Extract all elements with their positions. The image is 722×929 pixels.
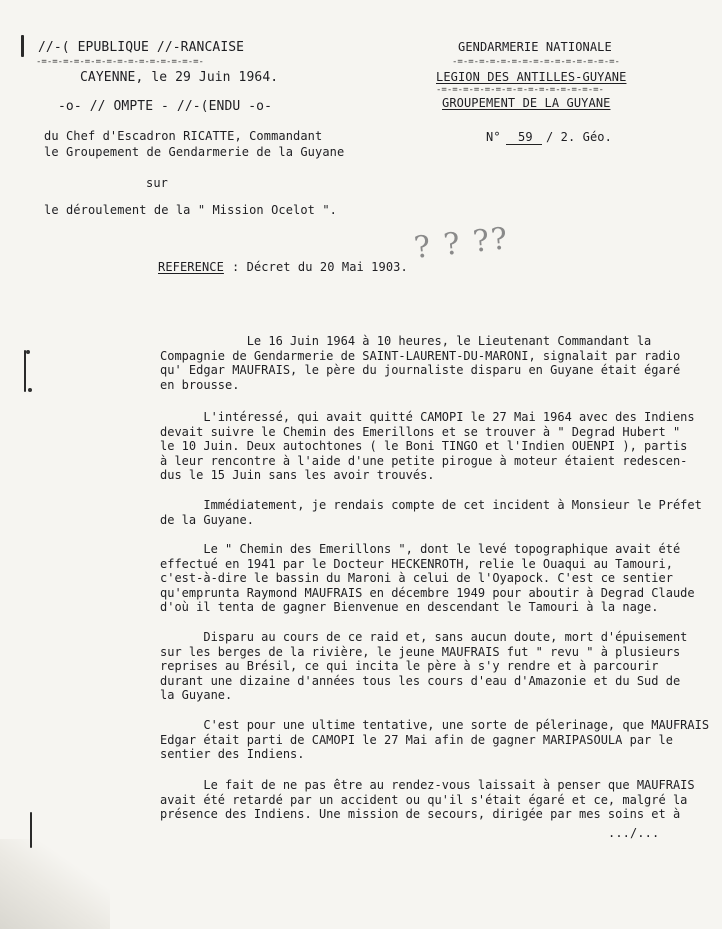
subject-sur: sur	[146, 176, 168, 190]
groupement-heading: GROUPEMENT DE LA GUYANE	[442, 96, 611, 110]
paragraph-5: Disparu au cours de ce raid et, sans aucun doute, mort d'épuisement sur les berges de la rivière, le jeune MAUFRAIS fut " revu " à plusieurs reprises au Brésil, ce qui incita le père à s'y rendre et à parcourir durant une dizaine d'années tous les cours d'eau d'Amazonie et du Sud de la Guyane.	[160, 630, 688, 703]
continuation-mark: .../...	[608, 826, 660, 840]
header-left-dashes: -=-=-=-=-=-=-=-=-=-=-=-=-=-=-=-	[36, 57, 204, 67]
paper-fold-shadow	[0, 839, 110, 929]
reference-label: REFERENCE	[158, 260, 224, 274]
margin-dot	[28, 388, 32, 392]
number-prefix: N°	[486, 130, 501, 144]
gendarmerie-heading: GENDARMERIE NATIONALE	[458, 40, 612, 54]
author-line-1: du Chef d'Escadron RICATTE, Commandant	[44, 129, 323, 143]
number-suffix: / 2. Géo.	[546, 130, 612, 144]
paragraph-1: Le 16 Juin 1964 à 10 heures, le Lieutenant Commandant la Compagnie de Gendarmerie de SAINT-LAURENT-DU-MARONI, signalait par radio qu' Edgar MAUFRAIS, le père du journaliste disparu en Guyane était égaré en brousse.	[160, 334, 681, 392]
republic-heading: //-( EPUBLIQUE //-RANCAISE	[38, 40, 245, 55]
paragraph-7: Le fait de ne pas être au rendez-vous laissait à penser que MAUFRAIS avait été retardé par un accident ou qu'il s'était égaré et ce, malgré la présence des Indiens. Une mission de secours, dirigée par mes soins et à	[160, 778, 695, 822]
subject-line: le déroulement de la " Mission Ocelot ".	[44, 203, 337, 217]
header-right-dashes-2: -=-=-=-=-=-=-=-=-=-=-=-=-=-=-=-	[436, 85, 604, 95]
margin-mark	[21, 35, 24, 57]
reference-text: : Décret du 20 Mai 1903.	[232, 260, 408, 274]
paragraph-4: Le " Chemin des Emerillons ", dont le levé topographique avait été effectué en 1941 par le Docteur HECKENROTH, relie le Ouaqui au Tamouri, c'est-à-dire le bassin du Maroni à celui de l'Oyapock. C'est ce sentier qu'emprunta Raymond MAUFRAIS en décembre 1949 pour aboutir à Degrad Claude d'où il tenta de gagner Bienvenue en descendant le Tamouri à la nage.	[160, 542, 695, 615]
number-underline	[506, 144, 542, 145]
margin-mark	[24, 350, 26, 392]
paragraph-3: Immédiatement, je rendais compte de cet incident à Monsieur le Préfet de la Guyane.	[160, 498, 702, 527]
city-date: CAYENNE, le 29 Juin 1964.	[80, 70, 279, 85]
handwritten-question-marks: ? ? ??	[412, 221, 511, 266]
header-right-dashes: -=-=-=-=-=-=-=-=-=-=-=-=-=-=-=-	[452, 57, 620, 67]
margin-mark	[30, 812, 32, 848]
margin-dot	[26, 350, 30, 354]
legion-heading: LEGION DES ANTILLES-GUYANE	[436, 70, 627, 84]
paragraph-6: C'est pour une ultime tentative, une sorte de pélerinage, que MAUFRAIS Edgar était parti de CAMOPI le 27 Mai afin de gagner MARIPASOULA par le sentier des Indiens.	[160, 718, 710, 762]
paragraph-2: L'intéressé, qui avait quitté CAMOPI le 27 Mai 1964 avec des Indiens devait suivre le Chemin des Emerillons et se trouver à " Degrad Hubert " le 10 Juin. Deux autochtones ( le Boni TINGO et l'Indien OUENPI ), partis à leur rencontre à l'aide d'une petite pirogue à moteur étaient redescen- dus le 15 Juin sans les avoir trouvés.	[160, 410, 695, 483]
report-title: -o- // OMPTE - //-(ENDU -o-	[58, 99, 273, 114]
number-value: 59	[518, 130, 533, 144]
author-line-2: le Groupement de Gendarmerie de la Guyane	[44, 145, 345, 159]
